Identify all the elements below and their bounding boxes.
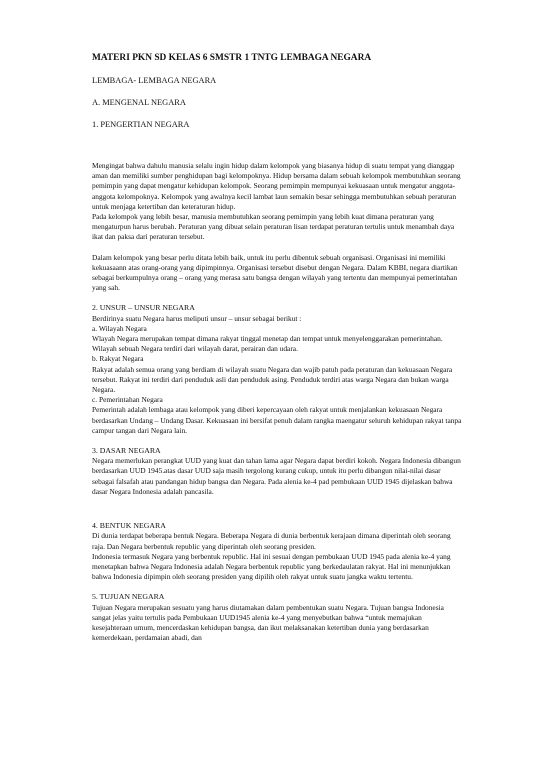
section-5-text: Tujuan Negara merupakan sesuatu yang harus diutamakan dalam pembentukan suatu Negara. Tujuan bangsa Indonesia sangat jelas yaitu tertulis pada Pembukaan UUD1945 alenia ke-4 yang menyebutkan bahwa “untuk memajukan kesejahteraan umum, mencerdaskan kehidupan bangsa, dan ikut melaksanakan ketertiban dunia yang berdasarkan kemerdekaan, perdamaian abadi, dan <box>92 602 444 643</box>
section-2-item-b-text: Rakyat adalah semua orang yang berdiam di wilayah suatu Negara dan wajib patuh pada peraturan dan kekuasaan Negara tersebut. Rakyat ini terdiri dari penduduk asli dan penduduk asing. Penduduk terdiri atas warga Negara dan bukan warga Negara. <box>92 364 453 395</box>
document-subtitle: LEMBAGA- LEMBAGA NEGARA <box>92 76 217 85</box>
section-heading-2: 2. UNSUR – UNSUR NEGARA <box>92 303 195 313</box>
section-heading-a: A. MENGENAL NEGARA <box>92 98 186 107</box>
section-2-item-a: a. Wilayah Negara <box>92 323 147 333</box>
section-heading-3: 3. DASAR NEGARA <box>92 446 161 456</box>
section-heading-4: 4. BENTUK NEGARA <box>92 521 166 531</box>
section-4-paragraph-2: Indonesia termasuk Negara yang berbentuk republic. Hal ini sesuai dengan pembukaan UUD 1945 pada alenia ke-4 yang menetapkan bahwa Negara Indonesia adalah Negara berbentuk republic yang berkedaulatan rakyat. Hal ini menunjukkan bahwa Indonesia dipimpin oleh seorang presiden yang dipilih oleh rakyat untuk suatu jangka waktu tertentu. <box>92 551 451 582</box>
section-2-item-c: c. Pemerintahan Negara <box>92 395 163 405</box>
section-3-text: Negara memerlukan perangkat UUD yang kuat dan tahan lama agar Negara dapat berdiri kokoh. Negara Indonesia dibangun berdasarkan UUD 1945.atas dasar UUD saja masih tergolong kurang cukup, untuk itu perlu dibangun nilai-nilai dasar sebagai falsafah atau pandangan hidup bangsa dan Negara. Pada alenia ke-4 pad pembukaan UUD 1945 dijelaskan bahwa dasar Negara Indonesia adalah pancasila. <box>92 456 461 496</box>
section-heading-1: 1. PENGERTIAN NEGARA <box>92 120 190 129</box>
section-2-item-a-text: Wlayah Negara merupakan tempat dimana rakyat tinggal menetap dan tempat untuk menyelenggarakan pemerintahan. Wilayah sebuah Negara terdiri dari wilayah darat, perairan dan udara. <box>92 334 443 354</box>
paragraph-1: Mengingat bahwa dahulu manusia selalu ingin hidup dalam kelompok yang biasanya hidup di suatu tempat yang dianggap aman dan memiliki sumber penghidupan bagi kelompoknya. Hidup bersama dalam sebuah kelompok membutuhkan seorang pemimpin yang dapat mengatur kehidupan kelompok. Seorang pemimpin mempunyai kekuasaan untuk mengatur anggota-anggota kelompoknya. Kelompok yang awalnya kecil lambat laun semakin besar sehingga membutuhkan sebuah peraturan untuk menjaga ketertiban dan keteraturan hidup. <box>92 161 461 211</box>
document-title: MATERI PKN SD KELAS 6 SMSTR 1 TNTG LEMBAGA NEGARA <box>92 53 372 63</box>
section-2-intro: Berdirinya suatu Negara harus meliputi unsur – unsur sebagai berikut : <box>92 313 302 323</box>
section-heading-5: 5. TUJUAN NEGARA <box>92 592 165 602</box>
section-2-item-b: b. Rakyat Negara <box>92 354 144 364</box>
section-2-item-c-text: Pemerintah adalah lembaga atau kelompok yang diberi kepercayaan oleh rakyat untuk menjalankan kekuasaan Negara berdasarkan Undang – Undang Dasar. Kekuasaan ini bersifat penuh dalam rangka maengatur seluruh kehidupan rakyat tanpa campur tangan dari Negara lain. <box>92 405 462 435</box>
paragraph-3: Dalam kelompok yang besar perlu ditata lebih baik, untuk itu perlu dibentuk sebuah organisasi. Organisasi ini memiliki kekuasaann atas orang-orang yang dipimpinnya. Organisasi tersebut disebut dengan Negara. Dalam KBBI, negara diartikan sebagai berkumpulnya orang – orang yang merasa satu bangsa dengan wilayah yang tertentu dan mempunyai pemerintahan yang sah. <box>92 252 458 293</box>
paragraph-2: Pada kelompok yang lebih besar, manusia membutuhkan seorang pemimpin yang lebih kuat dimana peraturan yang mengaturpun harus berubah. Peraturan yang dibuat selain peraturan lisan terdapat peraturan tertulis untuk menambah daya ikat dan paksa dari peraturan tersebut. <box>92 212 455 242</box>
section-4-paragraph-1: Di dunia terdapat beberapa bentuk Negara. Beberapa Negara di dunia berbentuk kerajaan dimana diperintah oleh seorang raja. Dan Negara berbentuk republic yang diperintah oleh seorang presiden. <box>92 531 451 551</box>
